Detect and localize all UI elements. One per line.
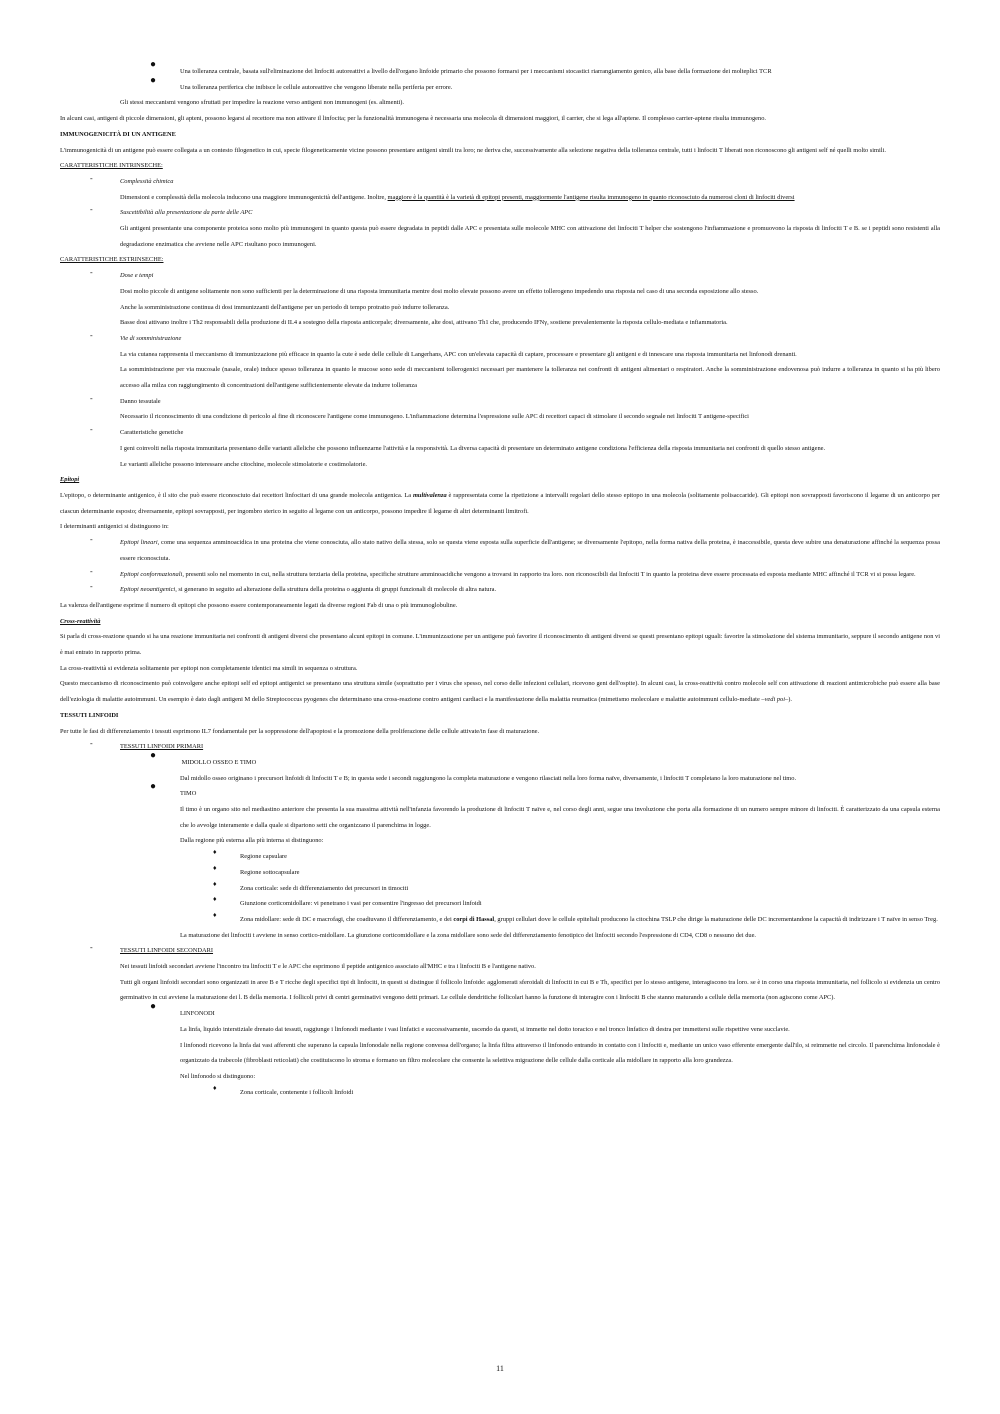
paragraph: Le varianti alleliche possono interessare anche citochine, molecole stimolatorie e costimolatorie.	[120, 460, 368, 468]
subsection-heading: CARATTERISTICHE ESTRINSECHE:	[60, 256, 164, 264]
dash-icon: -	[90, 582, 93, 592]
dash-item: - Epitopi conformazionali, presenti solo nel momento in cui, nella struttura terziaria della proteina, specifiche strutture amminoacidiche vengono a trovarsi in rapporto tra loro. non riconoscibili dai linfociti T in quanto la proteina deve essere processata ed esposta mediante MHC affinché il TCR vi si possa legare.	[60, 567, 940, 583]
bullet-dot-icon: ●	[150, 1001, 157, 1013]
dash-icon: -	[90, 425, 93, 435]
paragraph: Necessario il riconoscimento di una condizione di pericolo al fine di riconoscere l'antigene come immunogeno. L'infiammazione determina l'espressione sulle APC di recettori capaci di stimolare il secondo segnale nei linfociti T antigene-specifici	[120, 413, 749, 421]
dash-item: - Suscettibilità alla presentazione da parte delle APC	[60, 205, 940, 221]
paragraph: Gli stessi meccanismi vengono sfruttati per impedire la reazione verso antigeni non immunogeni (es. alimenti).	[120, 99, 404, 107]
bullet-item: ● TIMO	[150, 781, 197, 798]
bullet-dot-icon: ●	[150, 781, 157, 793]
paragraph: Nel linfonodo si distinguono:	[180, 1073, 256, 1080]
dash-icon: -	[90, 268, 93, 278]
bullet-dot-icon: ●	[150, 74, 157, 86]
paragraph: In alcuni casi, antigeni di piccole dimensioni, gli apteni, possono legarsi al recettore ma non attivare il linfocita; per la funzionalità immunogena è necessaria una molecola di dimensioni maggiori, il carrier, che si lega all'aptene. Il complesso carrier-aptene risulta immunogeno.	[60, 115, 766, 123]
diamond-item: ♦ Regione sottocapsulare	[60, 865, 940, 881]
paragraph: Si parla di cross-reazione quando si ha una reazione immunitaria nei confronti di antigeni diversi che presentano alcuni epitopi in comune. L'immunizzazione per un antigene può favorire il riconoscimento di antigeni diversi se questi presentano epitopi uguali: favorire la stimolazione del sistema immunitario, seppure il secondo antigene non vi è mai entrato in rapporto prima.	[60, 633, 940, 657]
diamond-item: ♦ Zona midollare: sede di DC e macrofagi, che coadiuvano il differenziamento, e dei corpi di Hassal, gruppi cellulari dove le cellule epiteliali producono la citochina TSLP che dirige la maturazione delle DC incrementandone la capacità di indirizzare i T naïve in senso Treg.	[60, 912, 940, 928]
dash-icon: -	[90, 535, 93, 545]
paragraph: Dal midollo osseo originano i precursori linfoidi di linfociti T e B; in questa sede i secondi raggiungono la completa maturazione e vengono rilasciati nella loro forma naïve, diversamente, i linfociti T completano la loro maturazione nel timo.	[180, 774, 797, 782]
paragraph: Per tutte le fasi di differenziamento i tessuti esprimono IL7 fondamentale per la soppressione dell'apoptosi e la promozione della proliferazione delle cellule attivate/in fase di maturazione.	[60, 727, 540, 735]
diamond-item: ♦ Regione capsulare	[60, 849, 940, 865]
diamond-bullet-icon: ♦	[213, 848, 217, 857]
diamond-item: ♦ Giunzione corticomidollare: vi penetrano i vasi per consentire l'ingresso dei precursori linfoidi	[60, 896, 940, 912]
paragraph: Dimensioni e complessità della molecola inducono una maggiore immunogenicità dell'antigene. Inoltre, maggiore è la quantità è la varietà di epitopi presenti, maggiormente l'antigene risulta immunogeno in quanto riconosciuto da numerosi cloni di linfociti diversi	[120, 193, 795, 201]
paragraph: Il timo è un organo sito nel mediastino anteriore che presenta la sua massima attività nell'infanzia favorendo la produzione di linfociti T naïve e, nel corso degli anni, segue una involuzione che porta alla formazione di un numero sempre minore di linfociti. È caratterizzato da una capsula esterna che lo avvolge interamente e dalla quale si dipartono setti che organizzano il parenchima in logge.	[180, 806, 940, 829]
dash-item: - Epitopi lineari, come una sequenza amminoacidica in una proteina che viene conosciuta, allo stato nativo della stessa, solo se questa viene esposta sulla superficie dell'antigene; se diversamente l'epitopo, nella forma nativa della proteina, è inaccessibile, questa deve subire una denaturazione affinché la sequenza possa essere riconosciuta.	[60, 535, 940, 566]
paragraph: Basse dosi attivano inoltre i Th2 responsabili della produzione di IL4 a sostegno della risposta anticorpale; diversamente, alte dosi, attivano Th1 che, producendo IFNγ, sostiene prevalentemente la risposta cellulo-mediata e infiammatoria.	[120, 319, 728, 327]
dash-item: - TESSUTI LINFOIDI SECONDARI	[60, 943, 940, 959]
paragraph: La valenza dell'antigene esprime il numero di epitopi che possono essere contemporaneamente legati da diverse regioni Fab di una o più immunoglobuline.	[60, 601, 458, 609]
diamond-bullet-icon: ♦	[213, 879, 217, 888]
diamond-item: ♦ Zona corticale, contenente i follicoli linfoidi	[60, 1085, 940, 1101]
dash-icon: -	[90, 393, 93, 403]
dash-item: - Complessità chimica	[60, 174, 940, 190]
dash-icon: -	[90, 173, 93, 183]
dash-item: - Dose e tempi	[60, 268, 940, 284]
dash-item: - Epitopi neoantigenici, si generano in seguito ad alterazione della struttura della proteina o aggiunta di gruppi funzionali di molecole di altra natura.	[60, 582, 940, 598]
dash-icon: -	[90, 739, 93, 749]
dash-icon: -	[90, 330, 93, 340]
paragraph: I linfonodi ricevono la linfa dai vasi afferenti che superano la capsula linfonodale nella regione convessa dell'organo; la linfa filtra attraverso il linfonodo entrando in contatto con i linfociti e, mediante un unico vaso efferente emergente dall'ilo, si reimmette nel circolo. Il parenchima linfonodale è organizzato da trabecole (fibroblasti reticolati) che costituiscono lo stroma e formano un filtro molecolare che consente la selettiva migrazione delle cellule dalla corticale alla midollare in rapporto alla loro grandezza.	[180, 1041, 940, 1065]
dash-item: - TESSUTI LINFOIDI PRIMARI	[60, 739, 940, 755]
subsection-heading: CARATTERISTICHE INTRINSECHE:	[60, 162, 163, 170]
dash-icon: -	[90, 205, 93, 215]
dash-item: - Danno tessutale	[60, 394, 940, 410]
section-heading: TESSUTI LINFOIDI	[60, 711, 119, 719]
dash-icon: -	[90, 943, 93, 953]
dash-item: - Caratteristiche genetiche	[60, 425, 940, 441]
paragraph: Anche la somministrazione continua di dosi immunizzanti dell'antigene per un periodo di tempo protratto può indurre tolleranza.	[120, 303, 450, 311]
section-heading: IMMUNOGENICITÀ DI UN ANTIGENE	[60, 130, 176, 138]
bullet-dot-icon: ●	[150, 59, 157, 70]
bullet-item: ● MIDOLLO OSSEO E TIMO	[150, 749, 257, 766]
paragraph: I determinanti antigenici si distinguono in:	[60, 523, 169, 531]
diamond-bullet-icon: ♦	[213, 1083, 217, 1092]
diamond-bullet-icon: ♦	[213, 863, 217, 872]
paragraph: Questo meccanismo di riconoscimento può coinvolgere anche epitopi self ed epitopi antigenici se presentano una struttura simile (soprattutto per i virus che spesso, nel corso delle infezioni cellulari, ricevono geni dell'ospite). In alcuni casi, la cross-reattività contro molecole self con attivazione di reazioni antimicrobiche può essere alla base dell'eziologia di malattie autoimmuni. Un esempio è dato dagli antigeni M dello Streptococcus pyogenes che determinano una cross-reazione contro antigeni cardiaci e la manifestazione della malattia reumatica (mimetismo molecolare e malattie autoimmuni cellulo-mediate –vedi poi–).	[60, 680, 940, 704]
bullet-item: ● Una tolleranza centrale, basata sull'eliminazione dei linfociti autoreattivi a livello dell'organo linfoide primario che possono formarsi per i meccanismi stocastici riarrangiamento genico, alla base della formazione dei molteplici TCR	[150, 59, 772, 75]
bullet-item: ● LINFONODI	[150, 1001, 215, 1018]
paragraph: Gli antigeni presentante una componente proteica sono molto più immunogeni in quanto questa può essere degradata in peptidi dalle APC e presentata sulle molecole MHC con attivazione dei linfociti T helper che sostengono l'infiammazione e promuovono la risposta di linfociti T e B. se i peptidi sono resistenti alla degradazione enzimatica che avviene nelle APC risultano poco immunogeni.	[120, 225, 940, 248]
paragraph: La somministrazione per via mucosale (nasale, orale) induce spesso tolleranza in quanto le mucose sono sede di meccanismi tollerogenici necessari per mantenere la tolleranza nei confronti di antigeni alimentari o respiratori. Anche la somministrazione endovenosa può indurre a tolleranza in quanto si ha più libero accesso alla milza con raggiungimento di concentrazioni dell'antigene sufficientemente elevate da indurre tolleranza	[120, 366, 940, 390]
paragraph: La via cutanea rappresenta il meccanismo di immunizzazione più efficace in quanto la cute è sede delle cellule di Langerhans, APC con un'elevata capacità di captare, processare e presentare gli antigeni e di innescare una risposta immunitaria nei linfonodi drenanti.	[120, 350, 797, 358]
diamond-bullet-icon: ♦	[213, 895, 217, 904]
page-number: 11	[496, 1364, 504, 1373]
bullet-dot-icon: ●	[150, 749, 157, 761]
section-heading: Cross-reattività	[60, 617, 101, 625]
diamond-bullet-icon: ♦	[213, 910, 217, 919]
paragraph: Nei tessuti linfoidi secondari avviene l'incontro tra linfociti T e le APC che esprimono il peptide antigenico associato all'MHC e tra i linfociti B e l'antigene nativo.	[120, 963, 536, 971]
paragraph: L'immunogenicità di un antigene può essere collegata a un contesto filogenetico in cui, specie filogeneticamente vicine possono presentare antigeni simili tra loro; ne deriva che, successivamente alla selezione negativa della tolleranza centrale, tutti i linfociti T liberati non riconoscono gli antigeni self né quelli molto simili.	[60, 146, 886, 154]
section-heading: Epitopi	[60, 476, 80, 484]
dash-item: - Vie di somministrazione	[60, 331, 940, 347]
bullet-item: ● Una tolleranza periferica che inibisce le cellule autoreattive che vengono liberate nella periferia per errore.	[150, 74, 453, 91]
dash-icon: -	[90, 566, 93, 576]
paragraph: L'epitopo, o determinante antigenico, è il sito che può essere riconosciuto dai recettori linfocitari di una grande molecola antigenica. La multivalenza è rappresentata come la ripetizione a intervalli regolari dello stesso epitopo in una molecola (solitamente polisaccaride). Gli epitopi non sovrapposti favoriscono il legame di un anticorpo per ciascun determinante esposto; diversamente, epitopi sovrapposti, per ingombro sterico in seguito al legame con un anticorpo, possono impedire il legame di altri determinanti limitrofi.	[60, 491, 940, 515]
paragraph: La cross-reattività si evidenzia solitamente per epitopi non completamente identici ma simili in sequenza o struttura.	[60, 664, 358, 672]
paragraph: La maturazione dei linfociti t avviene in senso cortico-midollare. La giunzione corticomidollare e la zona midollare sono sede del differenziamento fenotipico dei linfociti secondo l'espressione di CD4, CD8 o nessuno dei due.	[180, 931, 757, 939]
paragraph: La linfa, liquido interstiziale drenato dai tessuti, raggiunge i linfonodi mediante i vasi linfatici e successivamente, uscendo da questi, si immette nel dotto toracico e nel tronco linfatico di destra per immettersi sulle rispettive vene succlavie.	[180, 1025, 790, 1033]
diamond-item: ♦ Zona corticale: sede di differenziamento dei precursori in timociti	[60, 881, 940, 897]
paragraph: Tutti gli organi linfoidi secondari sono organizzati in aree B e T ricche degli specifici tipi di linfociti, in questi si distingue il follicolo linfoide: agglomerati sferoidali di linfociti in cui B e Th, specifici per lo stesso antigene, interagiscono tra loro. se è in corso una risposta immunitaria, nel follicolo si evidenzia un centro germinativo in cui avviene la maturazione dei l. B della memoria. I follicoli privi di centri germinativi vengono detti primari. Le cellule dendritiche follicolari hanno la funzione di interagire con i linfociti B che stanno maturando a cellule della memoria (non agiscono come APC).	[120, 978, 940, 1002]
document-page	[60, 59, 940, 1100]
paragraph: Dalla regione più esterna alla più interna si distinguono:	[180, 837, 324, 845]
paragraph: I geni coinvolti nella risposta immunitaria presentano delle varianti alleliche che possono influenzarne l'attività e la responsività. La diversa capacità di presentare un determinato antigene condiziona l'efficienza della risposta immunitaria nei confronti di quello stesso antigene.	[120, 444, 826, 452]
paragraph: Dosi molto piccole di antigene solitamente non sono sufficienti per la determinazione di una risposta immunitaria mentre dosi molto elevate possono avere un effetto tollerogeno impedendo una risposta nel caso di una seconda esposizione allo stesso.	[120, 287, 759, 295]
